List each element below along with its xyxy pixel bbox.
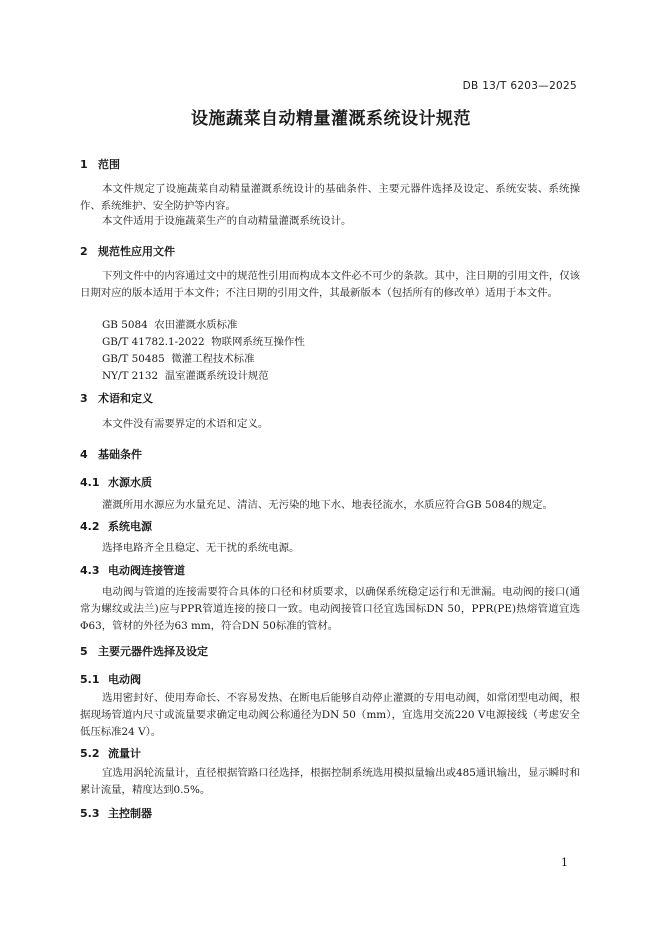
section-5-1-paragraph: 选用密封好、使用寿命长、不容易发热、在断电后能够自动停止灌溉的专用电动阀，如常闭型电动阀，根据现场管道内尺寸或流量要求确定电动阀公称通径为DN 50（mm），宜选用交流220 V电源接线（考虑安全低压标准24 V）。 — [80, 692, 580, 738]
reference-item: NY/T 2132 温室灌溉系统设计规范 — [102, 370, 269, 382]
section-5-heading: 5 主要元器件选择及设定 — [80, 645, 208, 658]
section-4-heading: 4 基础条件 — [80, 448, 142, 461]
standard-number: DB 13/T 6203—2025 — [462, 80, 577, 92]
section-1-paragraph-2: 本文件适用于设施蔬菜生产的自动精量灌溉系统设计。 — [102, 215, 352, 227]
section-4-1-heading: 4.1 水源水质 — [80, 476, 152, 489]
section-2-paragraph-1: 下列文件中的内容通过文中的规范性引用而构成本文件必不可少的条款。其中，注日期的引用文件，仅该日期对应的版本适用于本文件；不注日期的引用文件，其最新版本（包括所有的修改单）适用于本文件。 — [80, 270, 580, 299]
section-5-3-heading: 5.3 主控制器 — [80, 807, 152, 820]
section-5-2-paragraph: 宜选用涡轮流量计，直径根据管路口径选择，根据控制系统选用模拟量输出或485通讯输出，显示瞬时和累计流量，精度达到0.5%。 — [80, 767, 580, 796]
section-4-2-paragraph: 选择电路齐全且稳定、无干扰的系统电源。 — [102, 542, 300, 554]
section-2-heading: 2 规范性应用文件 — [80, 245, 175, 258]
reference-item: GB/T 50485 微灌工程技术标准 — [102, 353, 255, 365]
reference-item: GB/T 41782.1-2022 物联网系统互操作性 — [102, 336, 305, 348]
section-5-2-heading: 5.2 流量计 — [80, 747, 141, 760]
section-5-1-heading: 5.1 电动阀 — [80, 673, 141, 686]
section-3-paragraph-1: 本文件没有需要界定的术语和定义。 — [102, 418, 269, 430]
document-title: 设施蔬菜自动精量灌溉系统设计规范 — [191, 109, 471, 129]
page-number: 1 — [561, 856, 568, 869]
section-4-2-heading: 4.2 系统电源 — [80, 520, 152, 533]
section-4-3-paragraph: 电动阀与管道的连接需要符合具体的口径和材质要求，以确保系统稳定运行和无泄漏。电动阀的接口(通常为螺纹或法兰)应与PPR管道连接的接口一致。电动阀接管口径宜选国标DN 50，PPR(PE)热熔管道宜选Φ63，管材的外径为63 mm，符合DN 50标准的管材。 — [80, 586, 580, 632]
section-4-3-heading: 4.3 电动阀连接管道 — [80, 564, 185, 577]
section-1-heading: 1 范围 — [80, 158, 120, 171]
section-4-1-paragraph: 灌溉所用水源应为水量充足、清洁、无污染的地下水、地表径流水，水质应符合GB 5084的规定。 — [102, 499, 553, 511]
reference-item: GB 5084 农田灌溉水质标准 — [102, 319, 238, 331]
section-1-paragraph-1: 本文件规定了设施蔬菜自动精量灌溉系统设计的基础条件、主要元器件选择及设定、系统安装、系统操作、系统维护、安全防护等内容。 — [80, 183, 580, 212]
section-3-heading: 3 术语和定义 — [80, 392, 153, 405]
